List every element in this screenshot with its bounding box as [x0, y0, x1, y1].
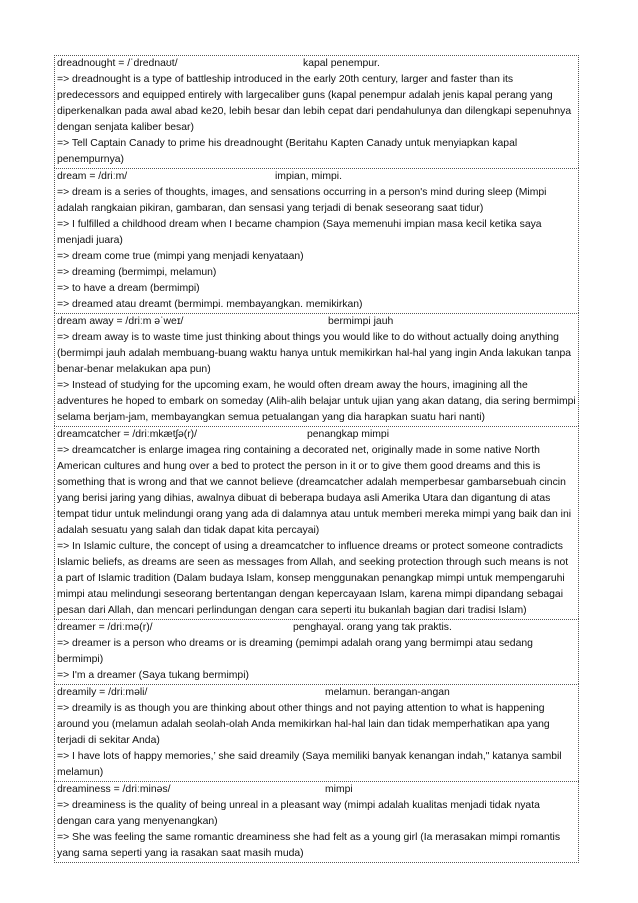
entry-heading [57, 169, 576, 185]
vocabulary-document [54, 55, 579, 863]
entry-heading [57, 56, 576, 72]
entry-term: dreadnought = /ˈdrednaʊt/ [57, 58, 178, 69]
entry-line: => She was feeling the same romantic dreaminess she had felt as a young girl (Ia merasakan mimpi romantis yang sama seperti yang ia rasakan saat masih muda) [57, 832, 561, 859]
entry-line: => dreaminess is the quality of being unreal in a pleasant way (mimpi adalah kualitas menjadi tidak nyata dengan cara yang menyenangkan) [57, 800, 540, 827]
entry-meaning: impian, mimpi. [275, 171, 342, 182]
entry-line: => dreaming (bermimpi, melamun) [57, 267, 217, 278]
entry-line: => I fulfilled a childhood dream when I became champion (Saya memenuhi impian masa kecil ketika saya menjadi juara) [57, 219, 542, 246]
entry-line: => dreamed atau dreamt (bermimpi. membayangkan. memikirkan) [57, 299, 363, 310]
entry-line: => dreamer is a person who dreams or is dreaming (pemimpi adalah orang yang bermimpi atau sedang bermimpi) [57, 638, 533, 665]
entry-term: dream = /driːm/ [57, 171, 128, 182]
entry-dreamer [54, 619, 579, 684]
entry-line: => dream away is to waste time just thinking about things you would like to do without actually doing anything (bermimpi jauh adalah membuang-buang waktu hanya untuk memikirkan hal-hal yang ingin Anda lakukan tanpa benar-benar melakukan apa pun) [57, 332, 572, 375]
entry-line: => dreamily is as though you are thinking about other things and not paying attention to what is happening around you (melamun adalah seolah-olah Anda memikirkan hal-hal lain dan tidak memperhatikan apa yang terjadi di sekitar Anda) [57, 703, 550, 746]
entry-line: => I'm a dreamer (Saya tukang bermimpi) [57, 670, 249, 681]
entry-term: dreamer = /driːmə(r)/ [57, 622, 153, 633]
entry-meaning: mimpi [325, 784, 353, 795]
entry-term: dreamcatcher = /driːmkætʃə(r)/ [57, 429, 198, 440]
entry-heading [57, 427, 576, 443]
entry-dreamcatcher [54, 426, 579, 619]
entry-line: => dreamcatcher is enlarge imagea ring containing a decorated net, originally made in some native North American cultures and hung over a bed to protect the person in it or to give them good dreams and this is something that is wrong and that we cannot believe (dreamcatcher adalah memperbesar gambarsebuah cincin yang berisi jaring yang dihias, awalnya dibuat di beberapa budaya asli Amerika Utara dan digantung di atas tempat tidur untuk melindungi orang yang ada di dalamnya atau untuk memberi mereka mimpi yang baik dan ini adalah sesuatu yang salah dan tidak dapat kita percayai) [57, 445, 572, 536]
entry-term: dreamily = /driːməli/ [57, 687, 148, 698]
entry-heading [57, 782, 576, 798]
entry-line: => In Islamic culture, the concept of using a dreamcatcher to influence dreams or protect someone contradicts Islamic beliefs, as dreams are seen as messages from Allah, and seeking protection through such means is not a part of Islamic tradition (Dalam budaya Islam, konsep menggunakan penangkap mimpi untuk mempengaruhi mimpi atau melindungi seseorang bertentangan dengan kepercayaan Islam, karena mimpi dipandang sebagai pesan dari Allah, dan mencari perlindungan dengan cara seperti itu bukanlah bagian dari tradisi Islam) [57, 541, 569, 616]
entry-line: => dream is a series of thoughts, images, and sensations occurring in a person's mind during sleep (Mimpi adalah rangkaian pikiran, gambaran, dan sensasi yang terjadi di benak seseorang saat tidur) [57, 187, 547, 214]
entry-heading [57, 620, 576, 636]
entry-line: => to have a dream (bermimpi) [57, 283, 200, 294]
entry-meaning: melamun. berangan-angan [325, 687, 450, 698]
entry-dreadnought [54, 55, 579, 168]
entry-line: => Tell Captain Canady to prime his dreadnought (Beritahu Kapten Canady untuk menyiapkan kapal penempurnya) [57, 138, 518, 165]
entry-meaning: kapal penempur. [303, 58, 380, 69]
entry-line: => I have lots of happy memories,’ she said dreamily (Saya memiliki banyak kenangan indah," katanya sambil melamun) [57, 751, 562, 778]
entry-dreaminess [54, 781, 579, 863]
entry-line: => dreadnought is a type of battleship introduced in the early 20th century, larger and faster than its predecessors and equipped entirely with largecaliber guns (kapal penempur adalah jenis kapal perang yang diperkenalkan pada awal abad ke20, lebih besar dan lebih cepat dari pendahulunya dan dilengkapi sepenuhnya dengan senjata kaliber besar) [57, 74, 572, 133]
entry-term: dream away = /driːm əˈweɪ/ [57, 316, 184, 327]
entry-heading [57, 314, 576, 330]
entry-dream [54, 168, 579, 313]
entry-meaning: penghayal. orang yang tak praktis. [293, 622, 452, 633]
entry-dreamily [54, 684, 579, 781]
entry-line: => Instead of studying for the upcoming exam, he would often dream away the hours, imagining all the adventures he hoped to embark on someday (Alih-alih belajar untuk ujian yang akan datang, dia sering bermimpi selama berjam-jam, membayangkan semua petualangan yang dia harapkan suatu hari nanti) [57, 380, 576, 423]
entry-meaning: bermimpi jauh [328, 316, 394, 327]
entry-heading [57, 685, 576, 701]
entry-dream-away [54, 313, 579, 426]
entry-term: dreaminess = /driːminəs/ [57, 784, 171, 795]
entry-meaning: penangkap mimpi [307, 429, 390, 440]
entry-line: => dream come true (mimpi yang menjadi kenyataan) [57, 251, 304, 262]
